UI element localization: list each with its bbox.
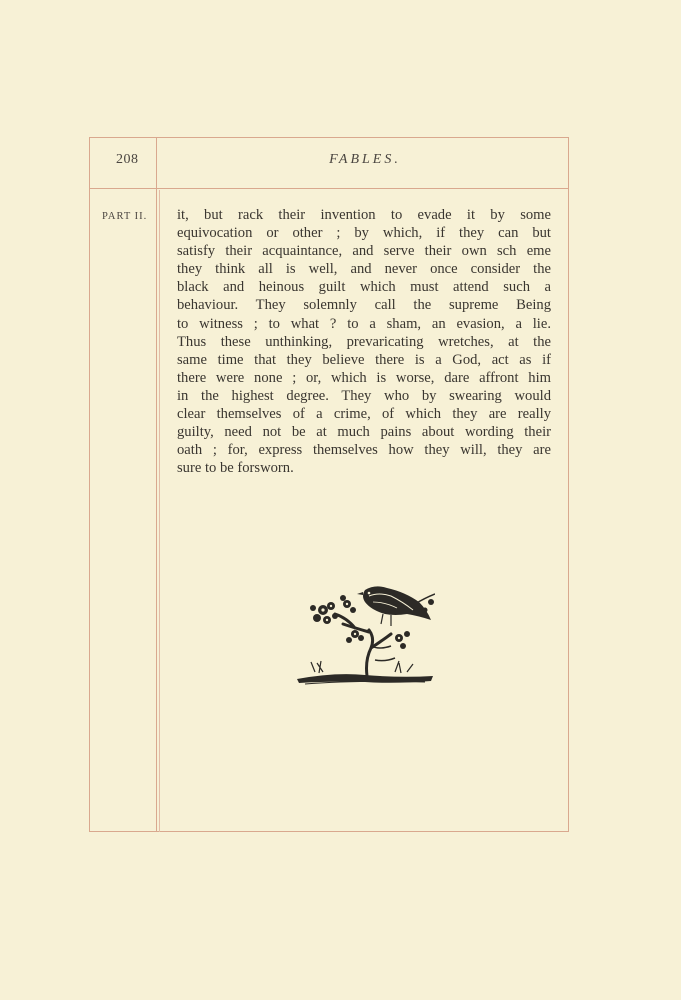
part-label: PART II. <box>102 211 148 222</box>
body-line: sure to be forsworn. <box>177 460 294 477</box>
bird-on-branch-icon <box>295 580 435 690</box>
frame-inner-margin-rule <box>159 190 160 832</box>
frame-margin-rule <box>156 137 157 832</box>
body-line: Thus these unthinking, prevaricating wretches, at the <box>177 333 551 350</box>
body-line: they think all is well, and never once consider the <box>177 261 551 278</box>
body-line: equivocation or other ; by which, if they can but <box>177 225 551 242</box>
body-line: it, but rack their invention to evade it by some <box>177 207 551 223</box>
body-text <box>177 206 551 477</box>
body-line: there were none ; or, which is worse, dare affront him <box>177 369 551 386</box>
body-line: black and heinous guilt which must attend such a <box>177 279 551 296</box>
body-line: satisfy their acquaintance, and serve their own sch eme <box>177 243 551 260</box>
page-number: 208 <box>116 152 139 167</box>
body-line: clear themselves of a crime, of which they are really <box>177 406 551 423</box>
body-line: guilty, need not be at much pains about wording their <box>177 424 551 441</box>
body-line: to witness ; to what ? to a sham, an evasion, a lie. <box>177 315 551 332</box>
body-line: oath ; for, express themselves how they will, they are <box>177 442 551 459</box>
body-line: behaviour. They solemnly call the supreme Being <box>177 297 551 314</box>
body-line: in the highest degree. They who by swearing would <box>177 387 551 404</box>
body-line: same time that they believe there is a God, act as if <box>177 351 551 368</box>
frame-header-rule <box>89 188 569 189</box>
running-title: FABLES. <box>329 152 401 167</box>
